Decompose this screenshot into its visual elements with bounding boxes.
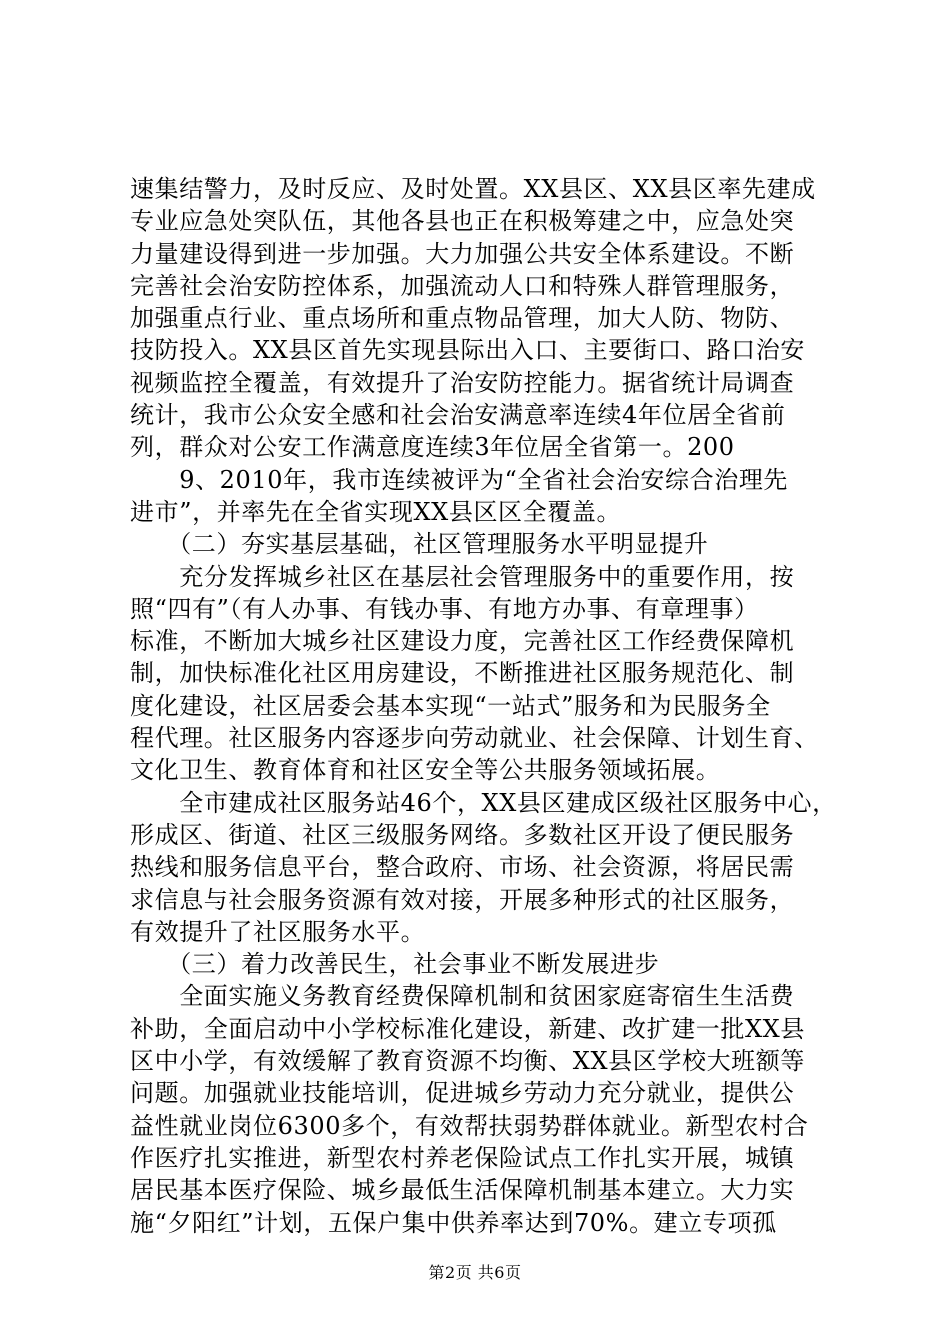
text-line: 统计，我市公众安全感和社会治安满意率连续4年位居全省前 — [130, 401, 786, 430]
text-line: 程代理。社区服务内容逐步向劳动就业、社会保障、计划生育、 — [130, 724, 819, 753]
text-line: 进市”，并率先在全省实现XX县区区全覆盖。 — [130, 497, 622, 526]
text-line: 专业应急处突队伍，其他各县也正在积极筹建之中，应急处突 — [130, 207, 795, 236]
text-line: 施“夕阳红”计划，五保户集中供养率达到70%。建立专项孤 — [130, 1208, 777, 1237]
text-line: 列，群众对公安工作满意度连续3年位居全省第一。200 — [130, 433, 735, 462]
text-line: 作医疗扎实推进，新型农村养老保险试点工作扎实开展，城镇 — [130, 1143, 795, 1172]
section-heading: （二）夯实基层基础，社区管理服务水平明显提升 — [130, 530, 709, 559]
text-line: 速集结警力，及时反应、及时处置。XX县区、XX县区率先建成 — [130, 175, 816, 203]
text-line: 技防投入。XX县区首先实现县际出入口、主要街口、路口治安 — [130, 336, 805, 365]
text-line: 补助，全面启动中小学校标准化建设，新建、改扩建一批XX县 — [130, 1014, 805, 1043]
text-line: 加强重点行业、重点场所和重点物品管理，加大人防、物防、 — [130, 304, 795, 333]
text-line: 标准，不断加大城乡社区建设力度，完善社区工作经费保障机 — [130, 627, 795, 656]
text-line: 区中小学，有效缓解了教育资源不均衡、XX县区学校大班额等 — [130, 1047, 805, 1076]
text-line: 益性就业岗位6300多个，有效帮扶弱势群体就业。新型农村合 — [130, 1111, 809, 1140]
text-line: 9、2010年，我市连续被评为“全省社会治安综合治理先 — [130, 465, 789, 494]
text-line: 完善社会治安防控体系，加强流动人口和特殊人群管理服务， — [130, 271, 795, 300]
text-line: 问题。加强就业技能培训，促进城乡劳动力充分就业，提供公 — [130, 1079, 795, 1108]
text-line: 居民基本医疗保险、城乡最低生活保障机制基本建立。大力实 — [130, 1176, 795, 1205]
page-number-footer: 第2页 共6页 — [428, 1263, 522, 1282]
text-line: 照“四有”（有人办事、有钱办事、有地方办事、有章理事） — [130, 594, 759, 623]
document-body — [130, 173, 837, 1239]
text-line: 文化卫生、教育体育和社区安全等公共服务领域拓展。 — [130, 756, 721, 785]
text-line: 视频监控全覆盖，有效提升了治安防控能力。据省统计局调查 — [130, 368, 795, 397]
text-line: 全面实施义务教育经费保障机制和贫困家庭寄宿生生活费 — [130, 982, 795, 1011]
text-line: 力量建设得到进一步加强。大力加强公共安全体系建设。不断 — [130, 239, 795, 268]
text-line: 充分发挥城乡社区在基层社会管理服务中的重要作用，按 — [130, 562, 795, 591]
section-heading: （三）着力改善民生，社会事业不断发展进步 — [130, 950, 660, 979]
text-line: 求信息与社会服务资源有效对接，开展多种形式的社区服务， — [130, 885, 795, 914]
text-line: 形成区、街道、社区三级服务网络。多数社区开设了便民服务 — [130, 820, 795, 849]
text-line: 全市建成社区服务站46个，XX县区建成区级社区服务中心， — [130, 788, 837, 817]
text-line: 度化建设，社区居委会基本实现“一站式”服务和为民服务全 — [130, 691, 771, 720]
text-line: 制，加快标准化社区用房建设，不断推进社区服务规范化、制 — [130, 659, 795, 688]
text-line: 有效提升了社区服务水平。 — [130, 917, 426, 946]
text-line: 热线和服务信息平台，整合政府、市场、社会资源，将居民需 — [130, 853, 795, 882]
